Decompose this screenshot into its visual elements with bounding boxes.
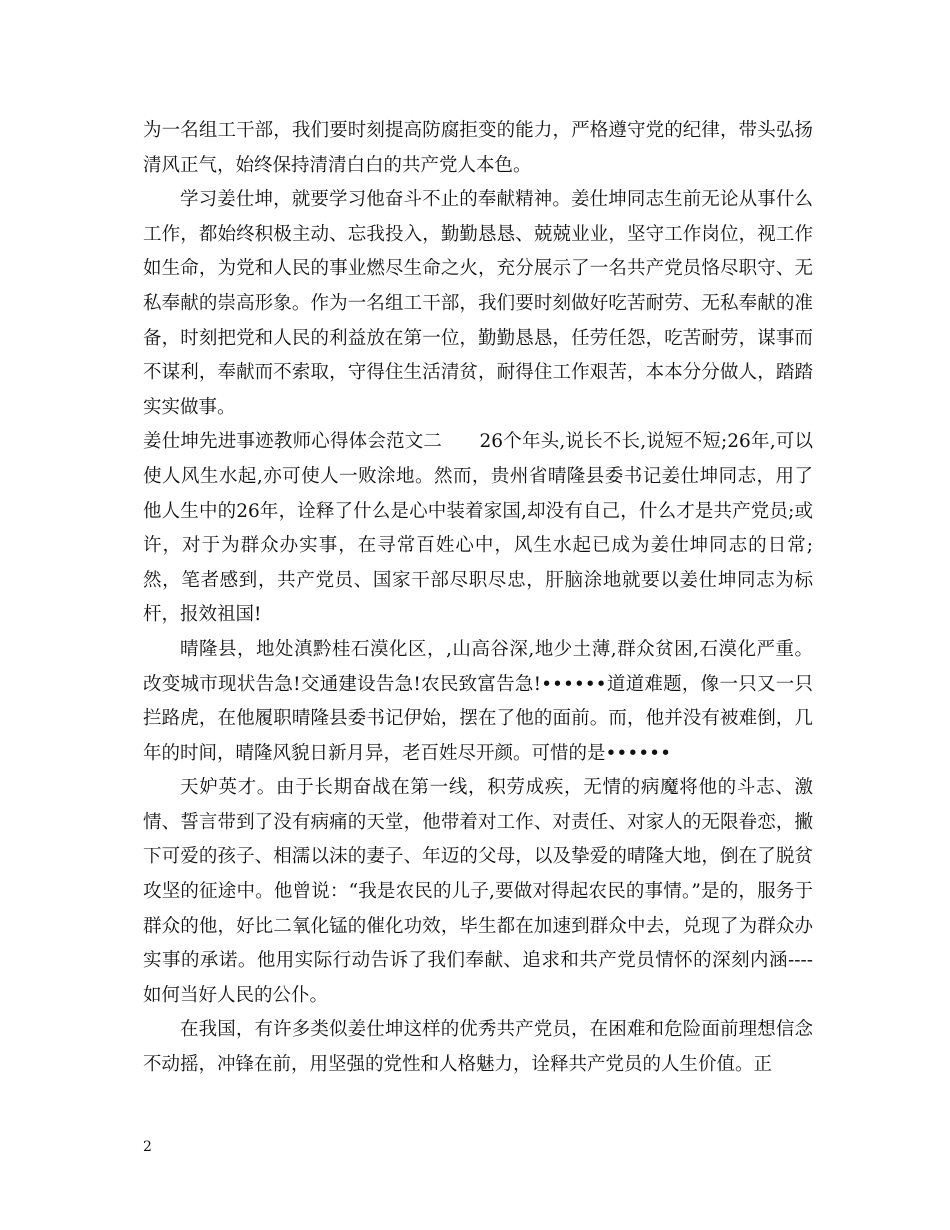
paragraph-5: 天妒英才。由于长期奋战在第一线，积劳成疾，无情的病魔将他的斗志、激情、誓言带到了没有病痛的天堂，他带着对工作、对责任、对家人的无限眷恋，撇下可爱的孩子、相濡以沫的妻子、年迈的父母，以及挚爱的晴隆大地，倒在了脱贫攻坚的征途中。他曾说：“我是农民的儿子,要做对得起农民的事情。”是的，服务于群众的他，好比二氧化锰的催化功效，毕生都在加速到群众中去，兑现了为群众办实事的承诺。他用实际行动告诉了我们奉献、追求和共产党员情怀的深刻内涵----如何当好人民的公仆。 — [143, 777, 813, 1006]
document-body — [143, 114, 813, 1083]
paragraph-2: 学习姜仕坤，就要学习他奋斗不止的奉献精神。姜仕坤同志生前无论从事什么工作，都始终积极主动、忘我投入，勤勤恳恳、兢兢业业，坚守工作岗位，视工作如生命，为党和人民的事业燃尽生命之火，充分展示了一名共产党员恪尽职守、无私奉献的崇高形象。作为一名组工干部，我们要时刻做好吃苦耐劳、无私奉献的准备，时刻把党和人民的利益放在第一位，勤勤恳恳，任劳任怨，吃苦耐劳，谋事而不谋利，奉献而不索取，守得住生活清贫，耐得住工作艰苦，本本分分做人，踏踏实实做事。 — [143, 189, 813, 418]
paragraph-4: 晴隆县，地处滇黔桂石漠化区，,山高谷深,地少土薄,群众贫困,石漠化严重。改变城市现状告急!交通建设告急!农民致富告急!••••••道道难题，像一只又一只拦路虎，在他履职晴隆县委书记伊始，摆在了他的面前。而，他并没有被难倒，几年的时间，晴隆风貌日新月异，老百姓尽开颜。可惜的是•••••• — [143, 638, 813, 764]
paragraph-6: 在我国，有许多类似姜仕坤这样的优秀共产党员，在困难和危险面前理想信念不动摇，冲锋在前，用坚强的党性和人格魅力，诠释共产党员的人生价值。正 — [143, 1019, 813, 1076]
paragraph-1: 为一名组工干部，我们要时刻提高防腐拒变的能力，严格遵守党的纪律，带头弘扬清风正气，始终保持清清白白的共产党人本色。 — [143, 120, 813, 176]
page-number: 2 — [143, 1139, 152, 1155]
paragraph-3: 姜仕坤先进事迹教师心得体会范文二 26个年头,说长不长,说短不短;26年,可以使人风生水起,亦可使人一败涂地。然而，贵州省晴隆县委书记姜仕坤同志，用了他人生中的26年，诠释了什么是心中装着家国,却没有自己，什么才是共产党员;或许，对于为群众办实事，在寻常百姓心中，风生水起已成为姜仕坤同志的日常;然，笔者感到，共产党员、国家干部尽职尽忠，肝脑涂地就要以姜仕坤同志为标杆，报效祖国! — [143, 431, 813, 626]
